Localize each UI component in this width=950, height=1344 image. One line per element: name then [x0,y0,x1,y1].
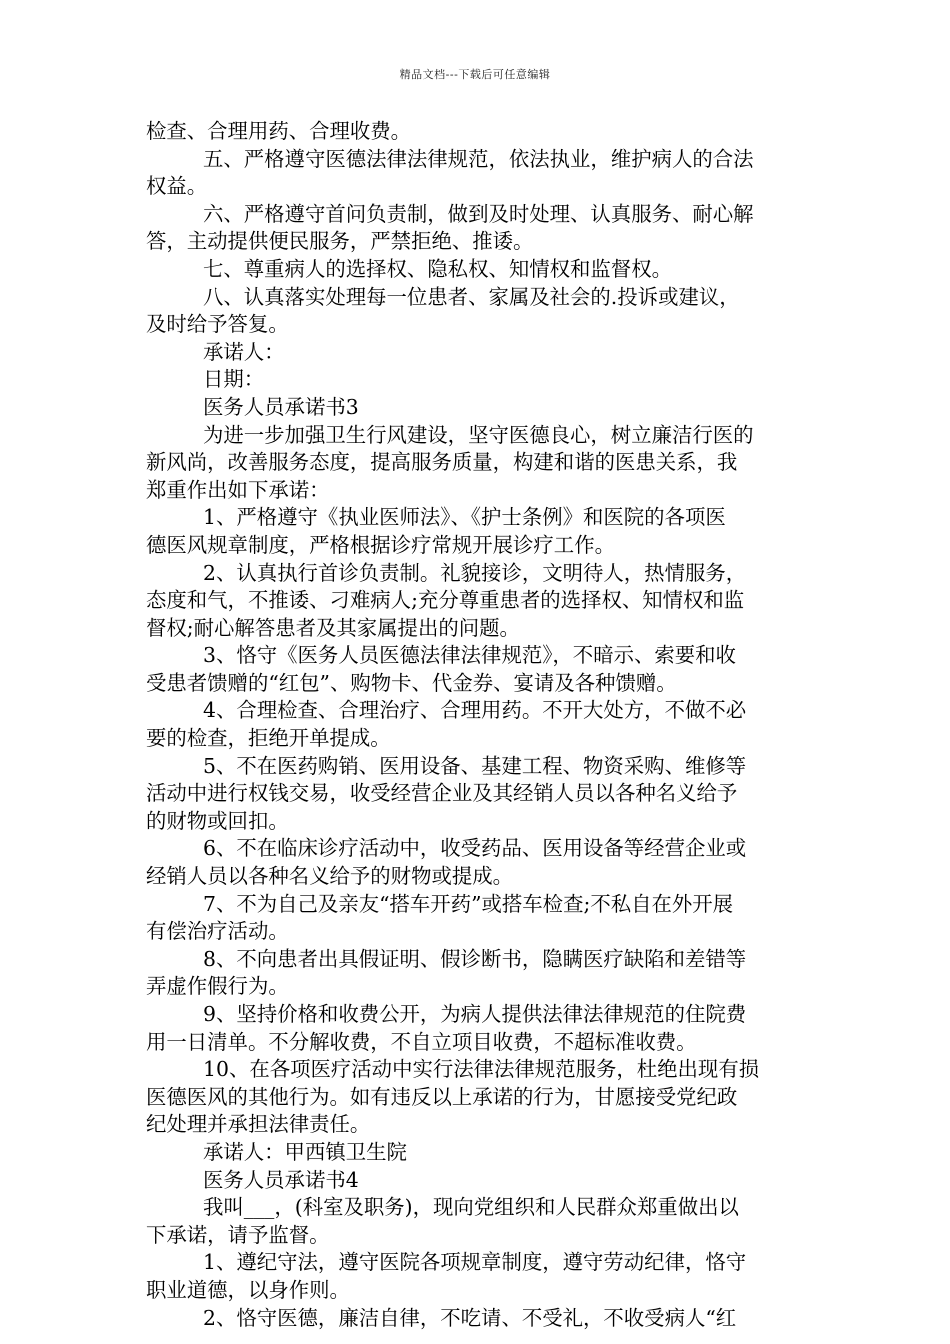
text-line: 新风尚，改善服务态度，提高服务质量，构建和谐的医患关系，我 [146,450,738,475]
text-line: 8、不向患者出具假证明、假诊断书，隐瞒医疗缺陷和差错等 [203,946,747,971]
text-line: 德医风规章制度，严格根据诊疗常规开展诊疗工作。 [146,532,615,557]
text-line: 下承诺，请予监督。 [146,1222,330,1247]
text-line: 承诺人：甲西镇卫生院 [203,1139,407,1164]
text-line: 弄虚作假行为。 [146,974,289,999]
text-line: 五、严格遵守医德法律法律规范，依法执业，维护病人的合法 [203,146,754,171]
text-line: 6、不在临床诊疗活动中，收受药品、医用设备等经营企业或 [203,836,747,861]
text-line: 态度和气，不推诿、刁难病人;充分尊重患者的选择权、知情权和监 [146,588,745,613]
text-line: 职业道德，以身作则。 [146,1277,350,1302]
text-line: 5、不在医药购销、医用设备、基建工程、物资采购、维修等 [203,753,747,778]
text-line: 2、认真执行首诊负责制。礼貌接诊，文明待人，热情服务， [203,560,747,585]
text-line: 4、合理检查、合理治疗、合理用药。不开大处方，不做不必 [203,698,747,723]
text-line: 用一日清单。不分解收费，不自立项目收费，不超标准收费。 [146,1029,697,1054]
text-line: 郑重作出如下承诺： [146,477,330,502]
text-line: 要的检查，拒绝开单提成。 [146,726,391,751]
text-line: 医务人员承诺书4 [203,1167,359,1192]
text-line: 督权;耐心解答患者及其家属提出的问题。 [146,615,520,640]
text-line: 纪处理并承担法律责任。 [146,1112,371,1137]
text-line: 2、恪守医德，廉洁自律，不吃请、不受礼，不收受病人“红 [203,1305,737,1330]
text-line: 为进一步加强卫生行风建设，坚守医德良心，树立廉洁行医的 [203,422,754,447]
text-line: 7、不为自己及亲友“搭车开药”或搭车检查;不私自在外开展 [203,891,734,916]
text-line: 答，主动提供便民服务，严禁拒绝、推诿。 [146,229,534,254]
text-line: 的财物或回扣。 [146,808,289,833]
text-line: 1、遵纪守法，遵守医院各项规章制度，遵守劳动纪律，恪守 [203,1250,747,1275]
text-line: 检查、合理用药、合理收费。 [146,119,412,143]
text-line: 受患者馈赠的“红包”、购物卡、代金券、宴请及各种馈赠。 [146,670,677,695]
text-line: 及时给予答复。 [146,312,289,337]
document-body [146,118,814,1332]
text-line: 承诺人： [203,339,285,364]
text-line: 经销人员以各种名义给予的财物或提成。 [146,864,514,889]
page-header-note: 精品文档---下载后可任意编辑 [399,68,551,81]
text-line: 10、在各项医疗活动中实行法律法律规范服务，杜绝出现有损 [203,1057,760,1082]
text-line: 9、坚持价格和收费公开，为病人提供法律法律规范的住院费 [203,1002,747,1026]
text-line: 3、恪守《医务人员医德法律法律规范》，不暗示、索要和收 [203,643,736,668]
text-line: 活动中进行权钱交易，收受经营企业及其经销人员以各种名义给予 [146,781,738,806]
text-line: 我叫___，(科室及职务)，现向党组织和人民群众郑重做出以 [203,1195,739,1220]
text-line: 1、严格遵守《执业医师法》、《护士条例》和医院的各项医 [203,505,726,530]
text-line: 日期： [203,367,265,392]
text-line: 权益。 [146,174,208,199]
text-line: 医德医风的其他行为。如有违反以上承诺的行为，甘愿接受党纪政 [146,1084,738,1109]
text-line: 七、尊重病人的选择权、隐私权、知情权和监督权。 [203,256,672,281]
text-line: 八、认真落实处理每一位患者、家属及社会的.投诉或建议， [203,284,740,309]
text-line: 有偿治疗活动。 [146,919,289,944]
text-line: 六、严格遵守首问负责制，做到及时处理、认真服务、耐心解 [203,201,754,226]
text-line: 医务人员承诺书3 [203,394,359,419]
